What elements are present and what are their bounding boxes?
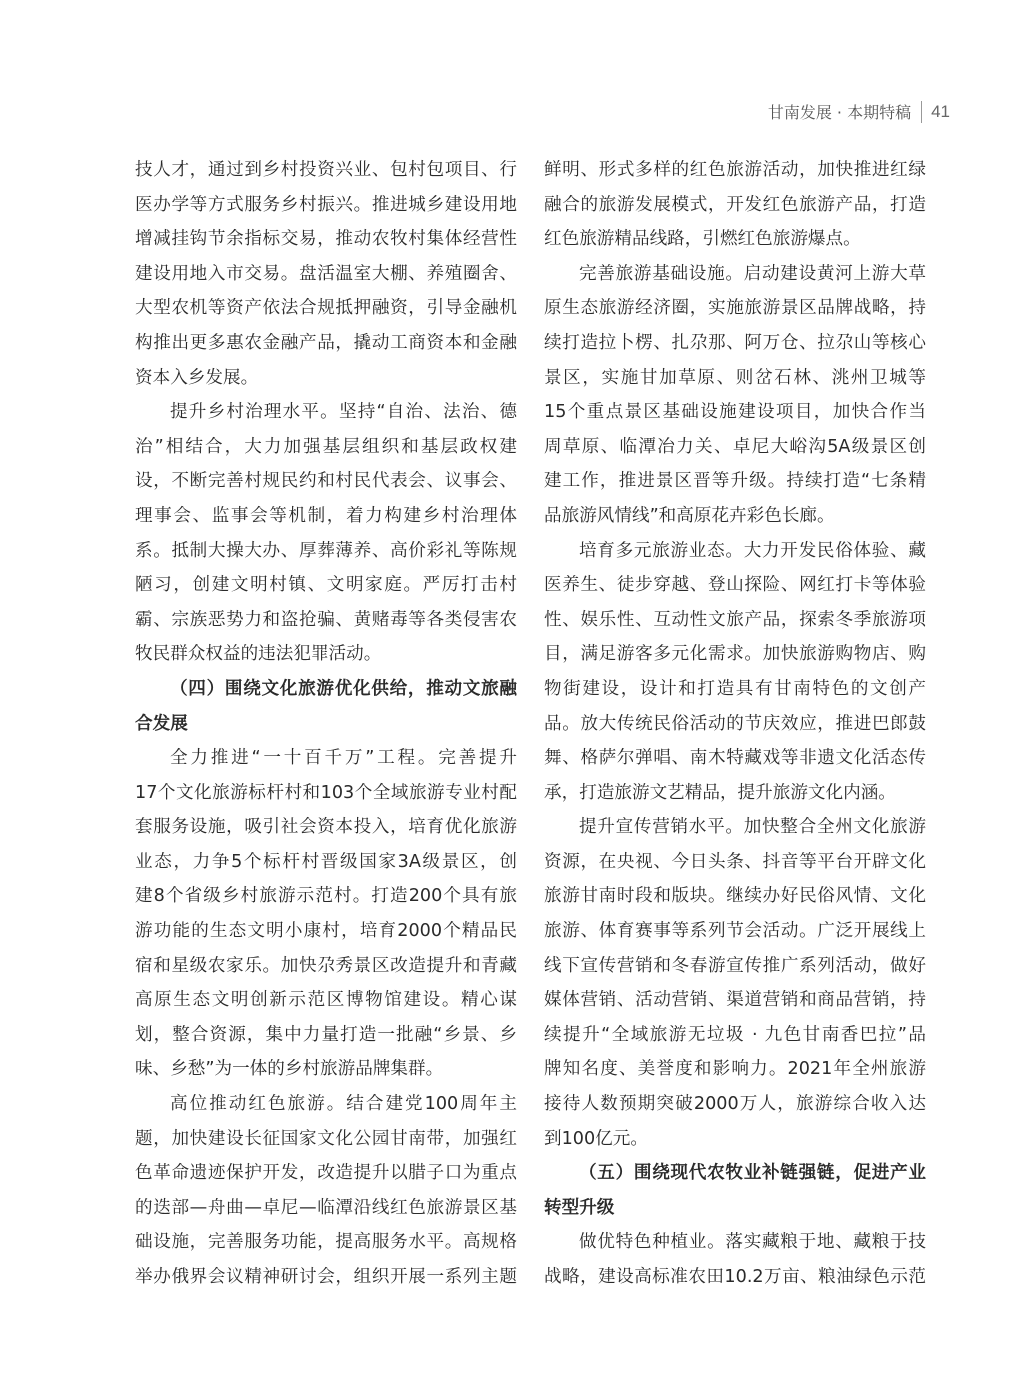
text-line: 续打造拉卜楞、扎尕那、阿万仓、拉尕山等核心 <box>544 332 926 353</box>
text-line: 医办学等方式服务乡村振兴。推进城乡建设用地 <box>135 194 517 215</box>
text-line: 鲜明、形式多样的红色旅游活动，加快推进红绿 <box>544 160 926 180</box>
text-line: 资源，在央视、今日头条、抖音等平台开辟文化 <box>544 851 926 872</box>
header-divider <box>921 101 922 123</box>
text-line: 做优特色种植业。落实藏粮于地、藏粮于技 <box>579 1232 926 1253</box>
text-line: 游功能的生态文明小康村，培育2000个精品民 <box>135 921 517 942</box>
text-line: 建8个省级乡村旅游示范村。打造200个具有旅 <box>135 886 517 907</box>
text-line: 举办俄界会议精神研讨会，组织开展一系列主题 <box>135 1267 517 1287</box>
text-line: 旅游甘南时段和版块。继续办好民俗风情、文化 <box>544 886 926 907</box>
text-line: 增减挂钩节余指标交易，推动农牧村集体经营性 <box>135 229 517 250</box>
text-line: 题，加快建设长征国家文化公园甘南带，加强红 <box>135 1128 517 1149</box>
text-line: 建设用地入市交易。盘活温室大棚、养殖圈舍、 <box>135 263 517 284</box>
text-line: 宿和星级农家乐。加快尕秀景区改造提升和青藏 <box>135 955 517 976</box>
text-line: 全力推进“一十百千万”工程。完善提升 <box>170 748 517 769</box>
text-line: 旅游、体育赛事等系列节会活动。广泛开展线上 <box>544 921 926 942</box>
text-line: 霸、宗族恶势力和盗抢骗、黄赌毒等各类侵害农 <box>135 609 517 630</box>
text-line: 高原生态文明创新示范区博物馆建设。精心谋 <box>135 990 517 1011</box>
text-line: 承，打造旅游文艺精品，提升旅游文化内涵。 <box>544 782 896 803</box>
text-line: 大型农机等资产依法合规抵押融资，引导金融机 <box>135 298 517 319</box>
right-column <box>544 153 926 1295</box>
text-line: 的迭部—舟曲—卓尼—临潭沿线红色旅游景区基 <box>135 1197 517 1218</box>
text-line: 原生态旅游经济圈，实施旅游景区品牌战略，持 <box>544 298 926 319</box>
text-line: 技人才，通过到乡村投资兴业、包村包项目、行 <box>135 160 517 180</box>
text-line: 高位推动红色旅游。结合建党100周年主 <box>170 1094 517 1115</box>
text-line: 15个重点景区基础设施建设项目，加快合作当 <box>544 402 926 423</box>
text-line: 础设施，完善服务功能，提高服务水平。高规格 <box>135 1232 517 1253</box>
text-line: 理事会、监事会等机制，着力构建乡村治理体 <box>135 505 517 526</box>
section-heading-line: 合发展 <box>135 713 188 734</box>
page-number: 41 <box>931 101 950 121</box>
text-line: 17个文化旅游标杆村和103个全域旅游专业村配 <box>135 782 517 803</box>
section-heading-line: （五）围绕现代农牧业补链强链，促进产业 <box>579 1163 926 1184</box>
running-header <box>768 100 950 123</box>
left-column <box>135 153 517 1295</box>
section-heading-line: （四）围绕文化旅游优化供给，推动文旅融 <box>170 678 517 699</box>
text-line: 品旅游风情线”和高原花卉彩色长廊。 <box>544 505 835 526</box>
text-line: 线下宣传营销和冬春游宣传推广系列活动，做好 <box>544 955 926 976</box>
text-line: 性、娱乐性、互动性文旅产品，探索冬季旅游项 <box>544 609 926 630</box>
text-line: 目，满足游客多元化需求。加快旅游购物店、购 <box>544 644 926 665</box>
text-line: 续提升“全域旅游无垃圾 · 九色甘南香巴拉”品 <box>544 1024 926 1045</box>
text-line: 构推出更多惠农金融产品，撬动工商资本和金融 <box>135 332 517 353</box>
text-line: 牧民群众权益的违法犯罪活动。 <box>135 644 382 665</box>
section-heading-line: 转型升级 <box>544 1197 615 1218</box>
text-line: 培育多元旅游业态。大力开发民俗体验、藏 <box>579 540 926 561</box>
text-line: 陋习，创建文明村镇、文明家庭。严厉打击村 <box>135 575 517 596</box>
text-line: 物街建设，设计和打造具有甘南特色的文创产 <box>544 678 926 699</box>
text-line: 建工作，推进景区晋等升级。持续打造“七条精 <box>544 471 926 492</box>
text-line: 接待人数预期突破2000万人，旅游综合收入达 <box>544 1094 926 1115</box>
text-line: 医养生、徒步穿越、登山探险、网红打卡等体验 <box>544 575 926 596</box>
text-line: 景区，实施甘加草原、则岔石林、洮州卫城等 <box>544 367 926 388</box>
text-line: 融合的旅游发展模式，开发红色旅游产品，打造 <box>544 194 926 215</box>
text-line: 舞、格萨尔弹唱、南木特藏戏等非遗文化活态传 <box>544 748 926 769</box>
text-line: 系。抵制大操大办、厚葬薄养、高价彩礼等陈规 <box>135 540 517 561</box>
text-line: 色革命遗迹保护开发，改造提升以腊子口为重点 <box>135 1163 517 1184</box>
text-line: 划，整合资源，集中力量打造一批融“乡景、乡 <box>135 1024 517 1045</box>
text-line: 业态，力争5个标杆村晋级国家3A级景区，创 <box>135 851 517 872</box>
text-line: 到100亿元。 <box>544 1128 648 1149</box>
text-line: 设，不断完善村规民约和村民代表会、议事会、 <box>135 471 517 492</box>
text-line: 品。放大传统民俗活动的节庆效应，推进巴郎鼓 <box>544 713 926 734</box>
text-line: 牌知名度、美誉度和影响力。2021年全州旅游 <box>544 1059 926 1080</box>
text-line: 周草原、临潭冶力关、卓尼大峪沟5A级景区创 <box>544 436 926 457</box>
text-line: 红色旅游精品线路，引燃红色旅游爆点。 <box>544 229 861 250</box>
text-line: 治”相结合，大力加强基层组织和基层政权建 <box>135 436 517 457</box>
text-line: 提升宣传营销水平。加快整合全州文化旅游 <box>579 817 926 838</box>
text-line: 战略，建设高标准农田10.2万亩、粮油绿色示范 <box>544 1267 926 1287</box>
text-line: 资本入乡发展。 <box>135 367 259 388</box>
text-line: 媒体营销、活动营销、渠道营销和商品营销，持 <box>544 990 926 1011</box>
header-title: 甘南发展 · 本期特稿 <box>767 103 912 122</box>
text-line: 提升乡村治理水平。坚持“自治、法治、德 <box>170 402 517 423</box>
text-line: 味、乡愁”为一体的乡村旅游品牌集群。 <box>135 1059 444 1080</box>
text-line: 完善旅游基础设施。启动建设黄河上游大草 <box>579 263 926 284</box>
text-line: 套服务设施，吸引社会资本投入，培育优化旅游 <box>135 817 517 838</box>
